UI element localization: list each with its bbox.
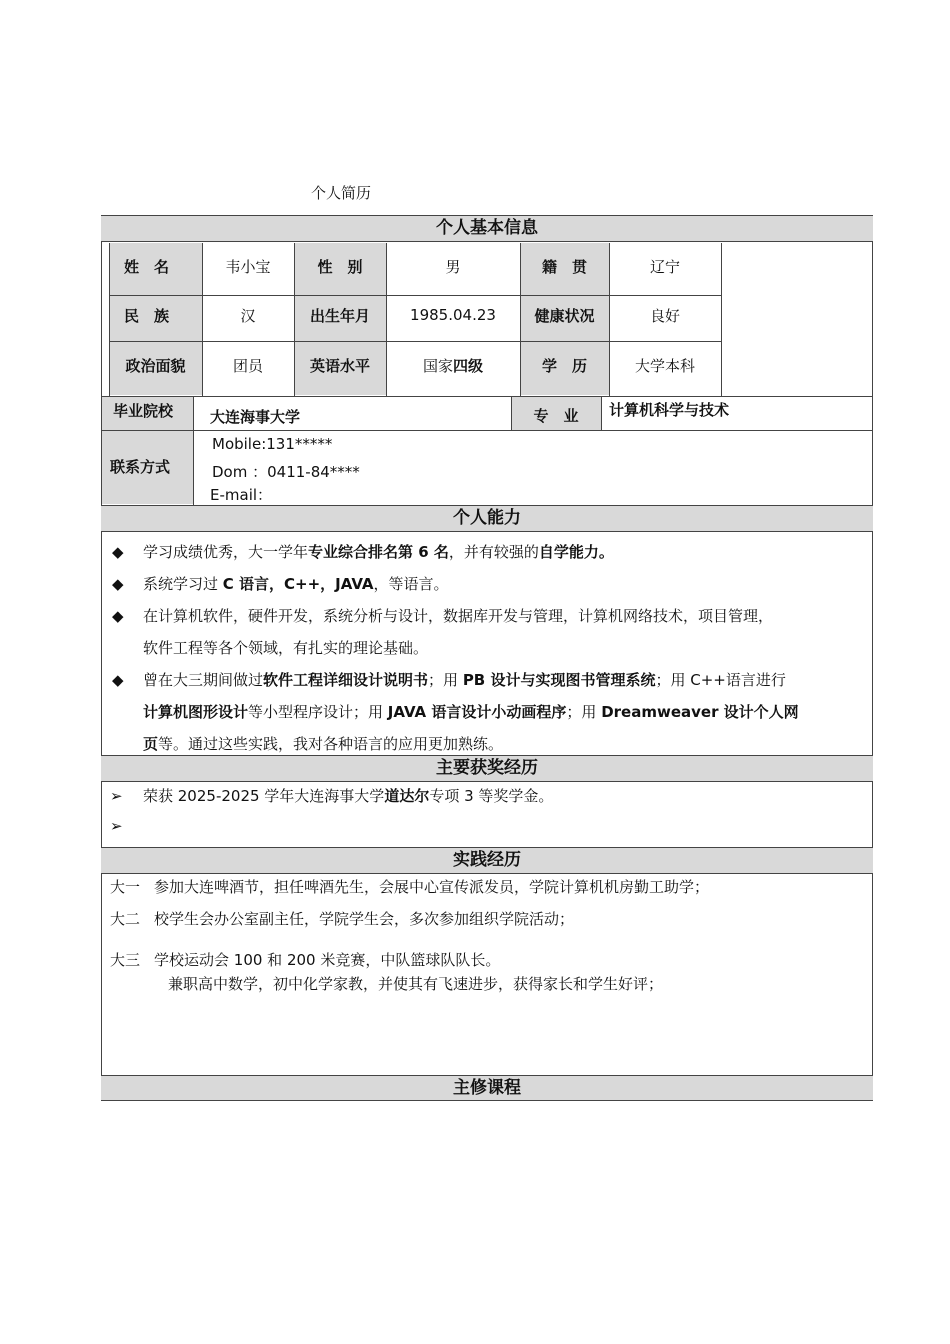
section-header-courses: 主修课程 [101,1075,873,1101]
practice-year-label: 大三 [110,951,141,969]
ability-text: 系统学习过 [143,575,223,593]
ability-text: 等小型程序设计；用 [248,703,388,721]
native-place-label: 籍 贯 [541,257,587,276]
gender-value: 男 [445,257,461,276]
english-level-value [386,341,520,389]
award-text: 道达尔 [384,787,430,805]
ability-text: ；用 [428,671,463,689]
ability-item-3-line-2: 软件工程等各个领域，有扎实的理论基础。 [143,639,429,657]
gender-label: 性 别 [317,257,363,276]
ability-item-1 [112,541,614,562]
education-label: 学 历 [541,356,587,375]
practice-text: 校学生会办公室副主任，学院学生会，多次参加组织学院活动； [154,910,575,928]
diamond-bullet-icon: ◆ [112,607,124,625]
major-value: 计算机科学与技术 [609,401,730,419]
practice-year-1 [110,876,709,897]
arrow-bullet-icon: ➢ [110,787,123,805]
grid-line [101,396,873,397]
ability-text: 计算机图形设计 [143,703,249,721]
contact-mobile: Mobile:131***** [212,435,333,453]
ethnicity-value: 汉 [240,306,256,325]
major-label: 专 业 [533,406,579,425]
diamond-bullet-icon: ◆ [112,671,124,689]
ability-item-4 [112,669,786,690]
grid-line [101,430,873,431]
ability-text: 页 [143,735,159,753]
ability-text: ，并有较强的 [448,543,539,561]
ability-text: JAVA 语言设计小动画程序 [387,703,567,721]
ability-item-2 [112,573,449,594]
practice-year-3-line-2: 兼职高中数学，初中化学家教，并使其有飞速进步，获得家长和学生好评； [168,975,664,993]
ability-text: 曾在大三期间做过 [143,671,264,689]
name-value: 韦小宝 [225,257,271,276]
award-text: 荣获 2025-2025 学年大连海事大学 [143,787,385,805]
award-item-2 [110,817,132,835]
section-header-practice: 实践经历 [101,847,873,874]
school-value: 大连海事大学 [210,408,301,426]
ability-item-4-line-2 [143,701,799,722]
ability-item-4-line-3 [143,733,503,754]
ability-text: 软件工程详细设计说明书 [263,671,429,689]
birth-date-label: 出生年月 [309,306,370,325]
diamond-bullet-icon: ◆ [112,575,124,593]
contact-dorm-phone: Dom ：0411-84**** [212,463,360,481]
english-level-label: 英语水平 [309,356,370,375]
ability-text: 自学能力。 [538,543,614,561]
ability-text: ；用 [566,703,602,721]
ability-text: C 语言，C++，JAVA [222,575,374,593]
health-label: 健康状况 [534,306,595,325]
contact-label: 联系方式 [110,458,171,476]
political-status-label: 政治面貌 [125,356,186,375]
section-header-basic-info: 个人基本信息 [101,215,873,242]
birth-date-value: 1985.04.23 [410,306,496,324]
ability-text: 专业综合排名第 6 名 [308,543,449,561]
ability-text: 学习成绩优秀，大一学年 [143,543,309,561]
grid-line [193,396,194,505]
practice-year-2 [110,908,574,929]
ability-text: 在计算机软件，硬件开发，系统分析与设计，数据库开发与管理，计算机网络技术，项目管理， [143,607,774,625]
practice-year-3 [110,949,500,970]
grid-line [721,243,722,396]
section-header-ability: 个人能力 [101,505,873,532]
school-label: 毕业院校 [113,402,174,420]
english-level-grade: 四级 [453,356,484,375]
section-header-awards: 主要获奖经历 [101,755,873,782]
practice-text: 参加大连啤酒节，担任啤酒先生，会展中心宣传派发员，学院计算机机房勤工助学； [154,878,710,896]
ability-text: Dreamweaver 设计个人网 [601,703,799,721]
contact-email: E-mail： [210,486,273,504]
arrow-bullet-icon: ➢ [110,817,123,835]
ability-text: PB 设计与实现图书管理系统 [462,671,656,689]
practice-text: 学校运动会 100 和 200 米竞赛，中队篮球队队长。 [154,951,501,969]
ability-text: 等。通过这些实践，我对各种语言的应用更加熟练。 [158,735,504,753]
diamond-bullet-icon: ◆ [112,543,124,561]
ability-text: ，等语言。 [373,575,449,593]
ability-item-3 [112,605,773,626]
education-value: 大学本科 [634,356,695,375]
name-label: 姓 名 [123,257,169,276]
award-item-1 [110,785,553,806]
practice-year-label: 大二 [110,910,141,928]
english-level-prefix: 国家 [422,356,453,375]
practice-year-label: 大一 [110,878,141,896]
political-status-value: 团员 [232,356,263,375]
grid-line [601,396,602,431]
ethnicity-label: 民 族 [123,306,169,325]
health-value: 良好 [649,306,680,325]
award-text: 专项 3 等奖学金。 [429,787,554,805]
native-place-value: 辽宁 [649,257,680,276]
ability-text: ；用 C++语言进行 [655,671,786,689]
document-title: 个人简历 [311,184,372,202]
